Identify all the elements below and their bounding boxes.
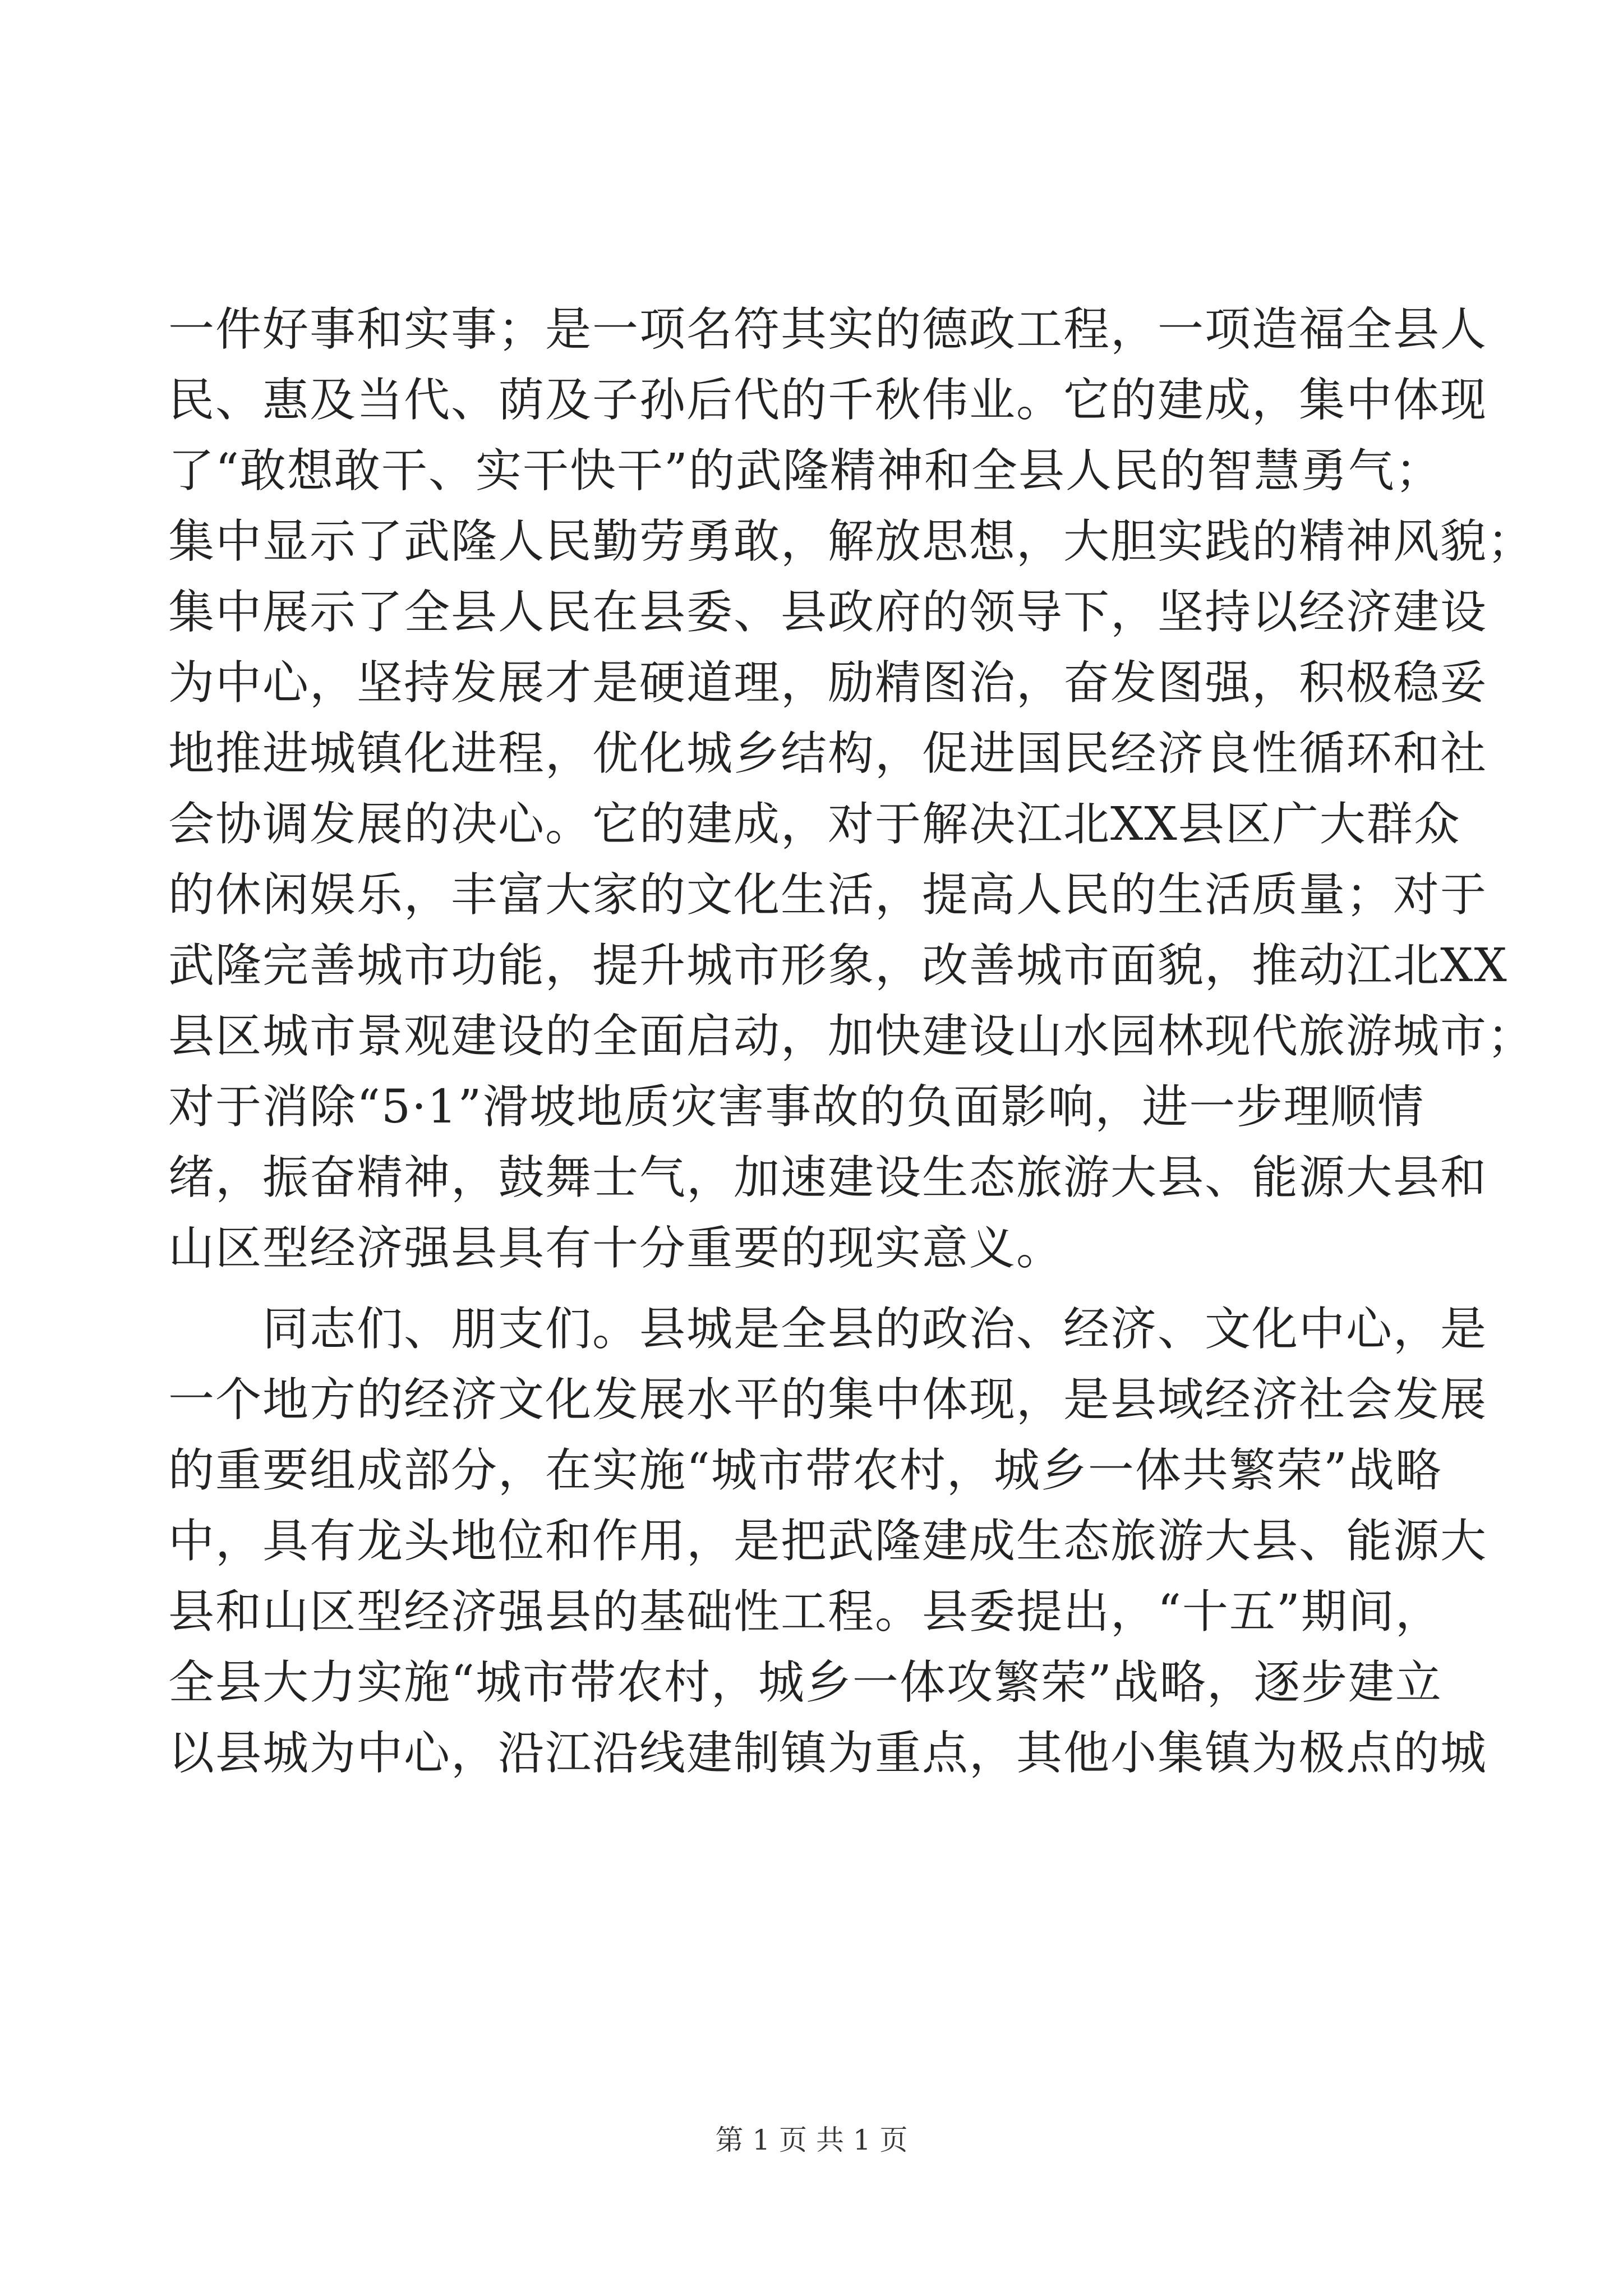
text-line: 武隆完善城市功能，提升城市形象，改善城市面貌，推动江北XX [168, 939, 1508, 992]
page-footer [0, 2118, 1623, 2158]
text-line: 集中展示了全县人民在县委、县政府的领导下，坚持以经济建设 [168, 586, 1488, 639]
text-line: 一件好事和实事；是一项名符其实的德政工程，一项造福全县人 [168, 303, 1488, 356]
paragraph-1 [168, 295, 1535, 1284]
text-line: 为中心，坚持发展才是硬道理，励精图治，奋发图强，积极稳妥 [168, 656, 1488, 710]
text-line: 了“敢想敢干、实干快干”的武隆精神和全县人民的智慧勇气； [168, 444, 1442, 498]
text-line: 全县大力实施“城市带农村，城乡一体攻繁荣”战略，逐步建立 [168, 1656, 1442, 1709]
text-line: 民、惠及当代、荫及子孙后代的千秋伟业。它的建成，集中体现 [168, 374, 1488, 427]
text-line: 中，具有龙头地位和作用，是把武隆建成生态旅游大县、能源大 [168, 1515, 1488, 1568]
text-line: 山区型经济强县具有十分重要的现实意义。 [168, 1222, 1064, 1275]
text-line: 的休闲娱乐，丰富大家的文化生活，提高人民的生活质量；对于 [168, 868, 1488, 922]
text-line: 集中显示了武隆人民勤劳勇敢，解放思想，大胆实践的精神风貌； [168, 515, 1535, 568]
text-line: 同志们、朋支们。县城是全县的政治、经济、文化中心，是 [168, 1303, 1488, 1356]
text-line: 地推进城镇化进程，优化城乡结构，促进国民经济良性循环和社 [168, 727, 1488, 780]
text-line: 对于消除“5·1”滑坡地质灾害事故的负面影响，进一步理顺情 [168, 1080, 1425, 1134]
paragraph-gap [168, 1284, 1453, 1294]
text-line: 县区城市景观建设的全面启动，加快建设山水园林现代旅游城市； [168, 1010, 1535, 1063]
document-body [168, 295, 1535, 1789]
paragraph-2 [168, 1294, 1488, 1789]
text-line: 会协调发展的决心。它的建成，对于解决江北XX县区广大群众 [168, 798, 1461, 851]
text-line: 以县城为中心，沿江沿线建制镇为重点，其他小集镇为极点的城 [168, 1727, 1488, 1780]
text-line: 县和山区型经济强县的基础性工程。县委提出，“十五”期间， [168, 1585, 1442, 1639]
text-line: 绪，振奋精神，鼓舞士气，加速建设生态旅游大县、能源大县和 [168, 1151, 1488, 1204]
page-number-label: 第 1 页 共 1 页 [715, 2124, 908, 2156]
text-line: 一个地方的经济文化发展水平的集中体现，是县域经济社会发展 [168, 1373, 1488, 1427]
text-line: 的重要组成部分，在实施“城市带农村，城乡一体共繁荣”战略 [168, 1444, 1442, 1497]
